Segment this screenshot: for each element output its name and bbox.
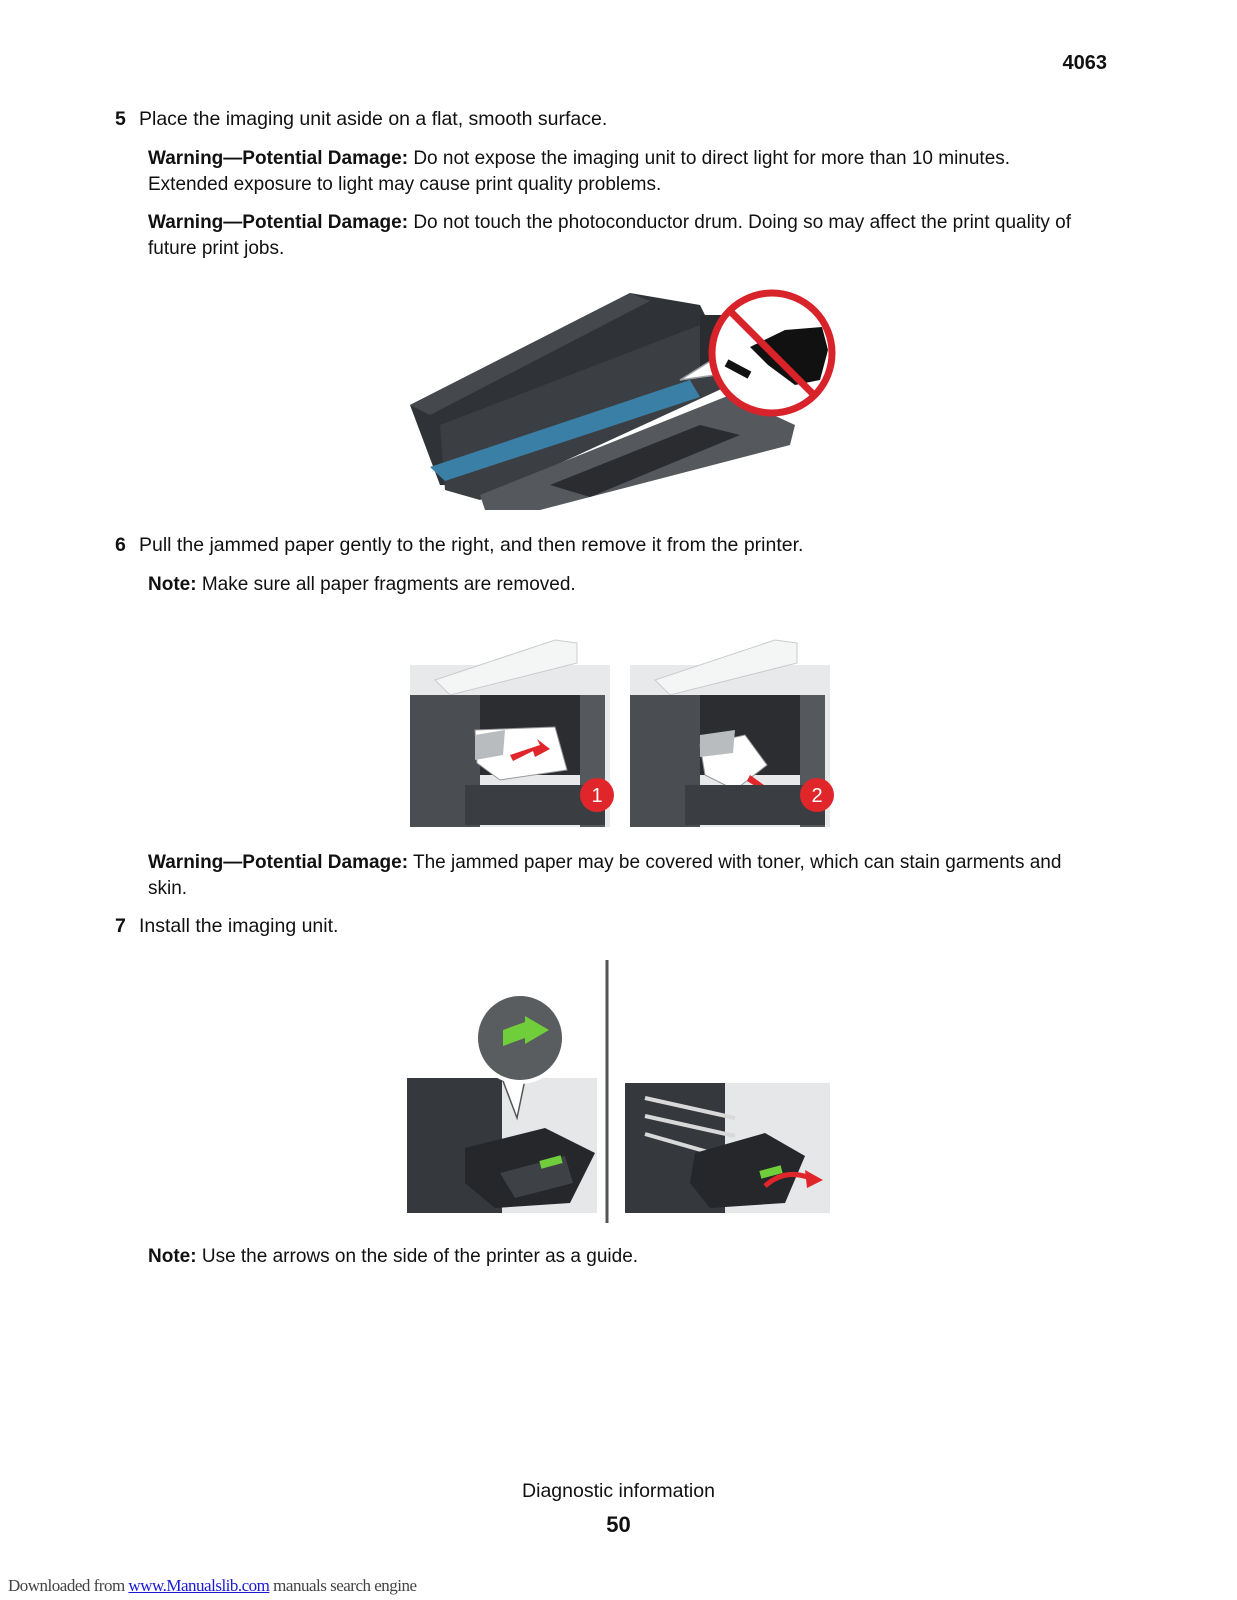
- step-number: 6: [115, 534, 126, 556]
- download-suffix: manuals search engine: [269, 1576, 417, 1595]
- warning-text-cont: Extended exposure to light may cause print quality problems.: [148, 174, 662, 195]
- note-label: Note:: [148, 1246, 197, 1267]
- warning-text-cont: skin.: [148, 878, 188, 899]
- callout-2: 2: [811, 785, 823, 807]
- note-text: Use the arrows on the side of the printer as a guide.: [196, 1246, 639, 1267]
- warning-text: Do not expose the imaging unit to direct light for more than 10 minutes.: [408, 148, 1011, 169]
- model-number: 4063: [1062, 52, 1107, 74]
- step-text: Install the imaging unit.: [139, 915, 339, 937]
- printer-panel-2: [630, 640, 834, 827]
- warning-label: Warning—Potential Damage:: [148, 212, 409, 233]
- step-text: Place the imaging unit aside on a flat, smooth surface.: [139, 108, 608, 130]
- note-text: Make sure all paper fragments are removed.: [196, 574, 576, 595]
- jammed-paper-illustration: [405, 635, 840, 830]
- note-arrows-guide: [148, 1244, 1108, 1270]
- imaging-unit-illustration: [400, 285, 840, 515]
- step-7: [115, 913, 338, 939]
- warning-light-exposure: [148, 146, 1108, 198]
- install-imaging-unit-illustration: [405, 958, 840, 1228]
- page-number: 50: [606, 1512, 631, 1537]
- step-number: 5: [115, 108, 126, 130]
- download-prefix: Downloaded from: [8, 1576, 129, 1595]
- footer-section-title: Diagnostic information: [522, 1480, 715, 1502]
- warning-label: Warning—Potential Damage:: [148, 852, 409, 873]
- download-credit: [8, 1576, 417, 1596]
- callout-1: 1: [591, 785, 603, 807]
- warning-drum-touch: [148, 210, 1108, 262]
- step-number: 7: [115, 915, 126, 937]
- step-text: Pull the jammed paper gently to the right, and then remove it from the printer.: [139, 534, 804, 556]
- manualslib-link[interactable]: www.Manualslib.com: [128, 1576, 270, 1595]
- note-paper-fragments: [148, 572, 1108, 598]
- no-touch-icon: [712, 293, 832, 413]
- warning-toner-stain: [148, 850, 1108, 902]
- install-panel-left: [407, 994, 597, 1213]
- step-5: [115, 106, 607, 132]
- warning-text: The jammed paper may be covered with toner, which can stain garments and: [408, 852, 1062, 873]
- warning-text: Do not touch the photoconductor drum. Doing so may affect the print quality of: [408, 212, 1071, 233]
- warning-label: Warning—Potential Damage:: [148, 148, 409, 169]
- printer-panel-1: [410, 640, 614, 827]
- step-6: [115, 532, 803, 558]
- warning-text-cont: future print jobs.: [148, 238, 285, 259]
- install-panel-right: [625, 1083, 830, 1213]
- note-label: Note:: [148, 574, 197, 595]
